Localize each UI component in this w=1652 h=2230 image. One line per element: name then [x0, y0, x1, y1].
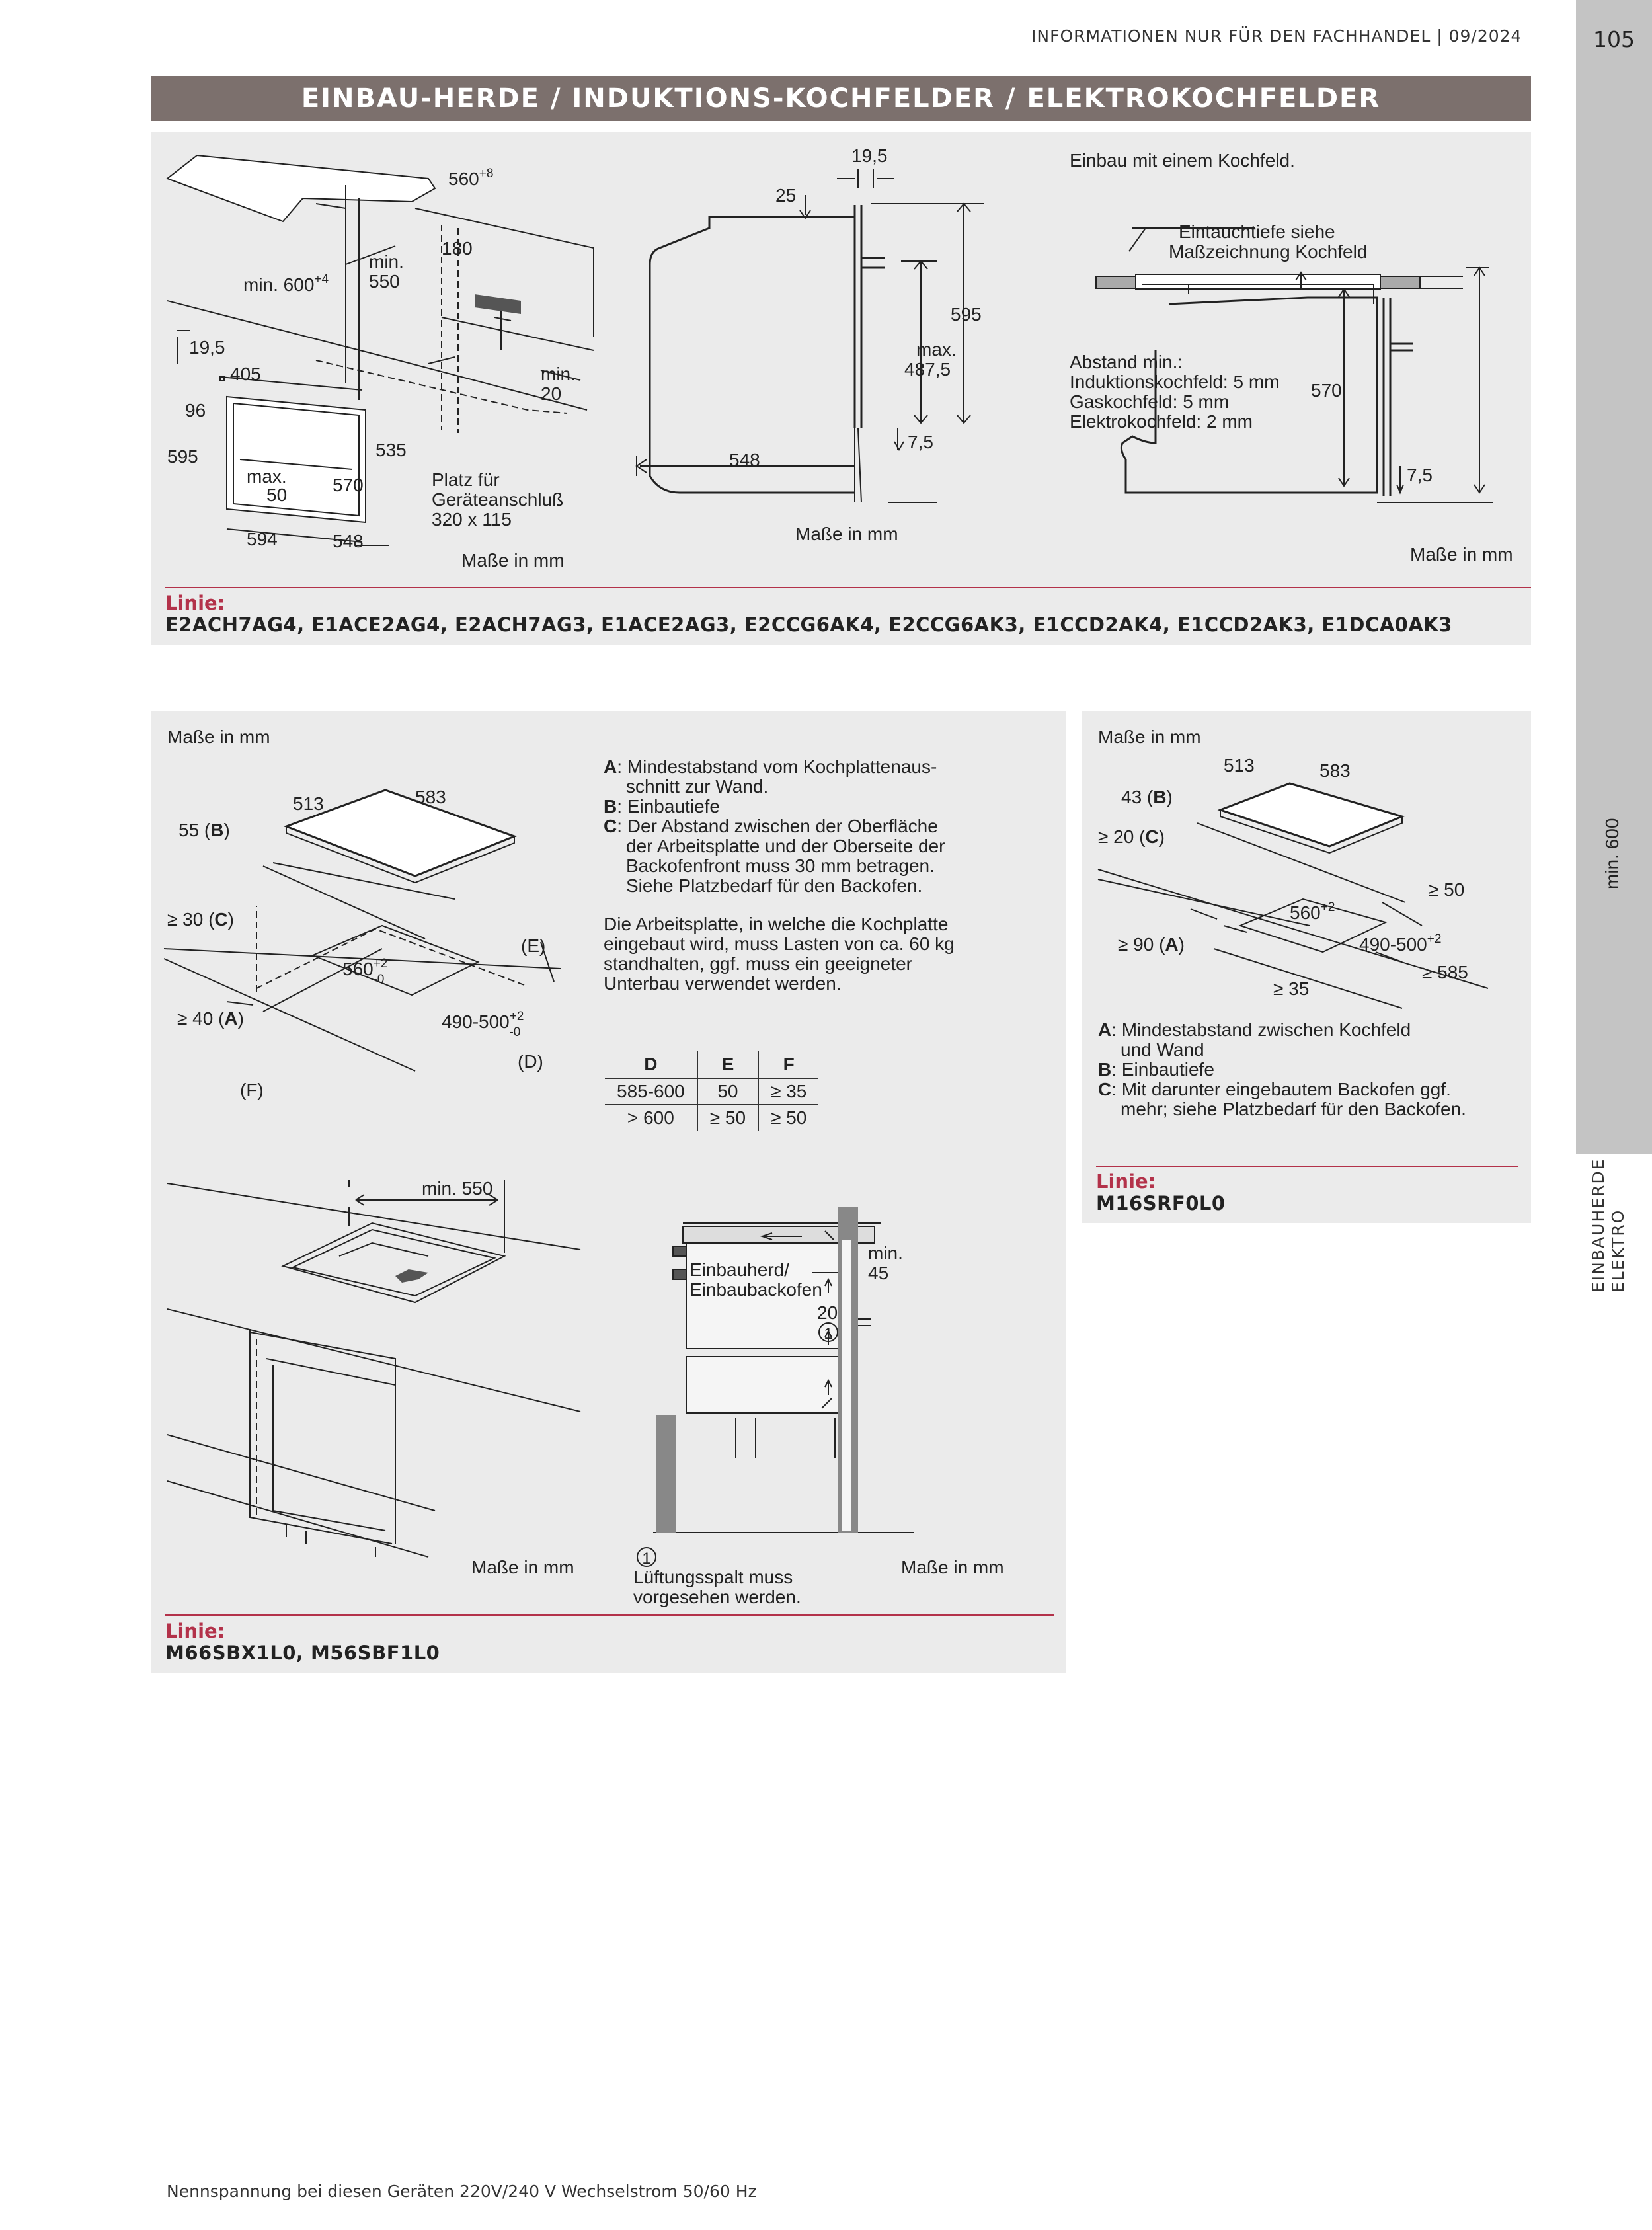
side-tab-label: [1589, 1134, 1648, 1293]
masse-label: Maße in mm: [1410, 544, 1513, 565]
table-cell: 50: [697, 1078, 758, 1105]
load-note-2: eingebaut wird, muss Lasten von ca. 60 kg: [604, 934, 955, 954]
dim-595: 595: [167, 446, 198, 467]
linie-models: M16SRF0L0: [1096, 1192, 1226, 1215]
table-header-e: E: [697, 1051, 758, 1078]
hob-cabinet-diagram: [167, 1160, 604, 1583]
table-header-f: F: [758, 1051, 818, 1078]
masse-label: Maße in mm: [795, 524, 898, 544]
dim-max50-b: 50: [266, 485, 288, 505]
table-cell: ≥ 50: [697, 1105, 758, 1131]
dim-585: ≥ 585: [1422, 962, 1468, 982]
masse-label: Maße in mm: [461, 550, 565, 571]
dim-595: 595: [951, 304, 982, 325]
legend-c-cont: mehr; siehe Platzbedarf für den Backofen.: [1121, 1099, 1466, 1119]
dim-490: $490-500^{+2}$ -0: [442, 1010, 524, 1039]
table-cell: ≥ 35: [758, 1078, 818, 1105]
dim-max50-a: max.: [247, 466, 287, 487]
dim-583: 583: [1319, 760, 1351, 781]
load-note-3: standhalten, ggf. muss ein geeigneter: [604, 953, 912, 974]
oven-side-diagram: [627, 132, 1037, 549]
hob-installation-panel: [151, 711, 1066, 1673]
dim-min20-a: min.: [541, 364, 576, 384]
dimension-table: [605, 1051, 818, 1131]
footnote: Nennspannung bei diesen Geräten 220V/240 V Wechselstrom 50/60 Hz: [167, 2182, 757, 2201]
side-tab-line2: ELEKTRO: [1608, 1209, 1628, 1293]
dim-min550: min. 550: [422, 1178, 493, 1199]
eint-line2: Maßzeichnung Kochfeld: [1169, 241, 1368, 262]
divider-line: [165, 587, 1531, 588]
page-title: EINBAU-HERDE / INDUKTIONS-KOCHFELDER / ELEKTROKOCHFELDER: [151, 76, 1531, 121]
hob-cutout-diagram: [164, 750, 600, 1100]
box-label-2: Einbaubackofen: [689, 1279, 822, 1300]
table-cell: ≥ 50: [758, 1105, 818, 1131]
note-marker-label: 1: [642, 1550, 651, 1568]
platz-line3: 320 x 115: [432, 509, 512, 530]
dim-560: $560^{+2}$: [1290, 900, 1335, 923]
dim-43b: 43 (B): [1121, 787, 1173, 807]
dim-548: 548: [333, 531, 364, 551]
dim-f: (F): [240, 1080, 264, 1100]
dim-d: (D): [518, 1051, 543, 1072]
header-info: INFORMATIONEN NUR FÜR DEN FACHHANDEL | 09/2024: [1031, 26, 1522, 46]
legend-a-cont: und Wand: [1121, 1039, 1204, 1060]
dim-25: 25: [775, 185, 797, 206]
platz-line2: Geräteanschluß: [432, 489, 564, 510]
page-number: 105: [1593, 26, 1635, 52]
dim-513: 513: [293, 793, 324, 814]
dim-405: 405: [230, 364, 261, 384]
dim-19-5: 19,5: [851, 145, 888, 166]
dim-548: 548: [729, 450, 760, 470]
dim-min550-b: 550: [369, 271, 400, 292]
masse-label: Maße in mm: [901, 1557, 1004, 1577]
load-note-4: Unterbau verwendet werden.: [604, 973, 842, 994]
dim-min550-a: min.: [369, 251, 404, 272]
dim-e: (E): [521, 936, 546, 956]
legend-c-cont2: Backofenfront muss 30 mm betragen.: [626, 856, 935, 876]
note-line2: vorgesehen werden.: [633, 1587, 801, 1607]
load-note-1: Die Arbeitsplatte, in welche die Kochplatte: [604, 914, 949, 934]
table-header-d: D: [605, 1051, 697, 1078]
legend-b: B: Einbautiefe: [1098, 1059, 1214, 1080]
dim-560: $560^{+2}$ -0: [342, 957, 388, 986]
dim-20c: ≥ 20 (C): [1098, 826, 1165, 847]
surface-hob-legend: [1098, 1020, 1466, 1119]
linie-models: M66SBX1L0, M56SBF1L0: [165, 1642, 440, 1664]
dim-min600: min. 600: [1602, 818, 1622, 889]
masse-label-top: Maße in mm: [167, 727, 270, 747]
legend-a-cont: schnitt zur Wand.: [626, 776, 769, 797]
surface-hob-panel: [1082, 711, 1531, 1223]
platz-line1: Platz für: [432, 469, 500, 490]
fig3-caption: Einbau mit einem Kochfeld.: [1070, 150, 1295, 171]
linie-label: Linie:: [165, 592, 225, 614]
hob-legend: [604, 757, 955, 994]
dim-7-5: 7,5: [1407, 465, 1433, 485]
dim-min45-b: 45: [868, 1263, 889, 1283]
abstand-line1: Abstand min.:: [1070, 352, 1183, 372]
dim-570: 570: [333, 475, 364, 495]
dim-96: 96: [185, 400, 206, 420]
divider-line: [165, 1614, 1054, 1616]
table-cell: 585-600: [605, 1078, 697, 1105]
dim-min20-b: 20: [541, 383, 562, 404]
divider-line: [1096, 1166, 1518, 1167]
circle-marker-label: 1: [824, 1325, 833, 1343]
dim-max487-b: 487,5: [904, 359, 951, 379]
legend-c: C: Der Abstand zwischen der Oberfläche: [604, 816, 938, 836]
table-cell: > 600: [627, 1107, 674, 1128]
note-line1: Lüftungsspalt muss: [633, 1567, 793, 1587]
dim-570: 570: [1311, 380, 1342, 401]
dim-35: ≥ 35: [1273, 978, 1310, 999]
dim-594: 594: [247, 529, 278, 549]
side-tab-line1: EINBAUHERDE: [1589, 1158, 1608, 1293]
surface-hob-diagram: [1091, 750, 1528, 1028]
linie-label: Linie:: [1096, 1170, 1156, 1193]
legend-a: A: Mindestabstand zwischen Kochfeld: [1098, 1019, 1411, 1040]
dim-513: 513: [1224, 755, 1255, 776]
eint-line1: Eintauchtiefe siehe: [1179, 221, 1335, 242]
side-tab: [1576, 0, 1652, 1154]
ventilation-side-diagram: [623, 1160, 1046, 1610]
dim-19-5: 19,5: [189, 337, 225, 358]
dim-180: 180: [442, 238, 473, 259]
legend-c-cont3: Siehe Platzbedarf für den Backofen.: [626, 875, 923, 896]
dim-490: $490-500^{+2}$: [1359, 932, 1442, 955]
masse-label-top: Maße in mm: [1098, 727, 1201, 747]
dim-min600: min. $600^{+4}$: [243, 272, 329, 295]
abstand-line4: Elektrokochfeld: 2 mm: [1070, 411, 1253, 432]
box-label-1: Einbauherd/: [689, 1259, 790, 1280]
linie-models: E2ACH7AG4, E1ACE2AG4, E2ACH7AG3, E1ACE2AG3, E2CCG6AK4, E2CCG6AK3, E1CCD2AK4, E1CCD2AK3, E1DCA0AK3: [165, 614, 1452, 636]
linie-label: Linie:: [165, 1620, 225, 1642]
abstand-line2: Induktionskochfeld: 5 mm: [1070, 372, 1280, 392]
legend-c-cont1: der Arbeitsplatte und der Oberseite der: [626, 836, 945, 856]
dim-max487-a: max.: [916, 339, 957, 360]
dim-20: 20: [817, 1302, 838, 1323]
abstand-line3: Gaskochfeld: 5 mm: [1070, 391, 1230, 412]
dim-min45-a: min.: [868, 1243, 903, 1263]
dim-90a: ≥ 90 (A): [1118, 934, 1185, 955]
oven-cabinet-diagram: [151, 132, 613, 582]
masse-label: Maße in mm: [471, 1557, 574, 1577]
legend-c: C: Mit darunter eingebautem Backofen ggf.: [1098, 1079, 1451, 1099]
dim-40a: ≥ 40 (A): [177, 1008, 244, 1029]
dim-50: ≥ 50: [1429, 879, 1465, 900]
legend-a: A: Mindestabstand vom Kochplattenaus-: [604, 756, 937, 777]
dim-30c: ≥ 30 (C): [167, 909, 234, 930]
dim-583: 583: [415, 787, 446, 807]
dim-560: $560^{+8}$: [448, 167, 494, 189]
legend-b: B: Einbautiefe: [604, 796, 720, 816]
dim-535: 535: [375, 440, 407, 460]
dim-7-5: 7,5: [908, 432, 933, 452]
dim-55b: 55 (B): [178, 820, 230, 840]
